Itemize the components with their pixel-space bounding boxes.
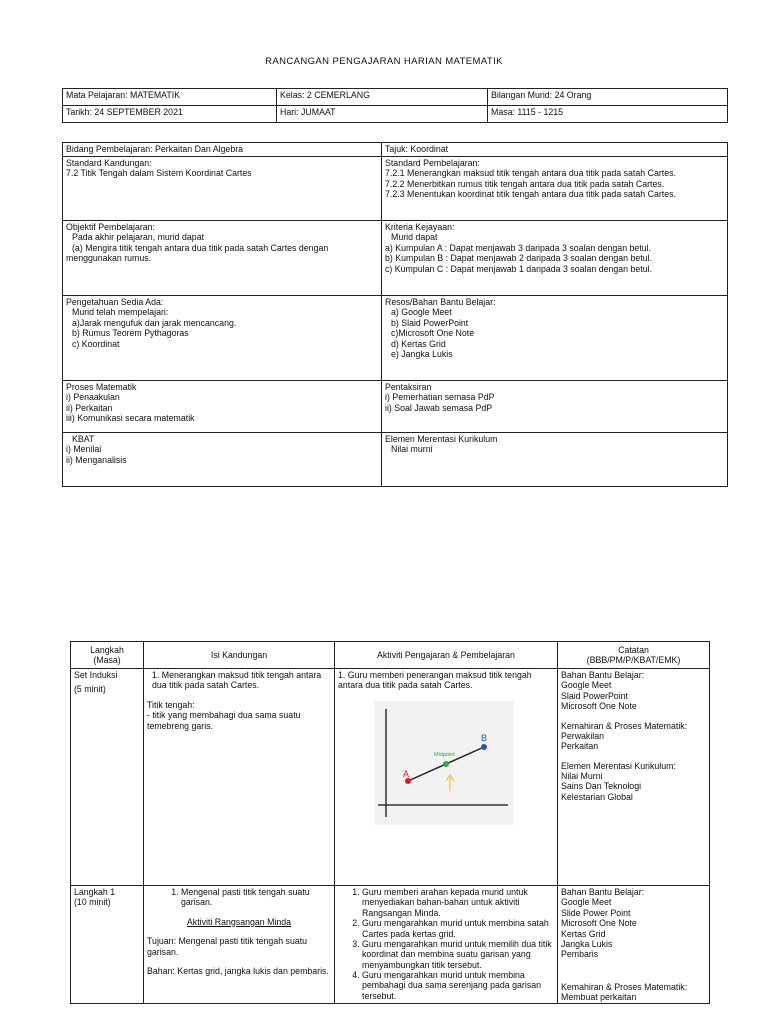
standard-kandungan: Standard Kandungan: 7.2 Titik Tengah dalam Sistem Koordinat Cartes	[63, 157, 382, 221]
standard-pembelajaran: Standard Pembelajaran: 7.2.1 Menerangkan maksud titik tengah antara dua titik pada satah Cartes. 7.2.2 Menerbitkan rumus titik tengah antara dua titik pada satah Cartes. 7.2.3 Menentukan koordinat titik tengah antara dua titik pada satah Cartes.	[382, 157, 728, 221]
header-aktiviti: Aktiviti Pengajaran & Pembelajaran	[335, 642, 558, 669]
pengetahuan-sedia-ada: Pengetahuan Sedia Ada: Murid telah mempelajari: a)Jarak mengufuk dan jarak mencancang. b) Rumus Teorem Pythagoras c) Koordinat	[63, 296, 382, 381]
catatan-set-induksi: Bahan Bantu Belajar: Google Meet Slaid PowerPoint Microsoft One Note Kemahiran & Proses Matematik: Perwakilan Perkaitan Elemen Merentasi Kurikulum: Nilai Murni Sains Dan Teknologi Kelestarian Global	[558, 669, 710, 886]
aktiviti-rangsangan-heading: Aktiviti Rangsangan Minda	[186, 916, 292, 927]
header-isi-kandungan: Isi Kandungan	[144, 642, 335, 669]
mata-pelajaran: Mata Pelajaran: MATEMATIK	[63, 89, 277, 106]
point-b-label: B	[481, 732, 488, 743]
tarikh: Tarikh: 24 SEPTEMBER 2021	[63, 106, 277, 123]
midpoint-graph-icon	[374, 701, 514, 825]
aktiviti-set-induksi: 1. Guru memberi penerangan maksud titik tengah antara dua titik pada satah Cartes. A B Midpoint	[335, 669, 558, 886]
kriteria-kejayaan: Kriteria Kejayaan: Murid dapat a) Kumpulan A : Dapat menjawab 3 daripada 3 soalan dengan betul. b) Kumpulan B : Dapat menjawab 2 daripada 3 soalan dengan betul. c) Kumpulan C : Dapat menjawab 1 daripada 3 soalan dengan betul.	[382, 221, 728, 296]
bilangan-murid: Bilangan Murid: 24 Orang	[488, 89, 728, 106]
plan-table	[62, 142, 728, 487]
isi-set-induksi: 1. Menerangkan maksud titik tengah antara dua titik pada satah Cartes. Titik tengah: - titik yang membahagi dua sama suatu temebreng garis.	[144, 669, 335, 886]
langkah-set-induksi: Set Induksi (5 minit)	[71, 669, 144, 886]
point-a-label: A	[403, 768, 410, 779]
table-row	[71, 886, 710, 1004]
midpoint-diagram	[374, 701, 514, 825]
catatan-langkah-1: Bahan Bantu Belajar: Google Meet Slide Power Point Microsoft One Note Kertas Grid Jangka Lukis Pembaris Kemahiran & Proses Matematik: Membuat perkaitan	[558, 886, 710, 1004]
pentaksiran: Pentaksiran i) Pemerhatian semasa PdP ii) Soal Jawab semasa PdP	[382, 381, 728, 433]
hari: Hari: JUMAAT	[277, 106, 488, 123]
kelas: Kelas: 2 CEMERLANG	[277, 89, 488, 106]
table-row	[71, 669, 710, 886]
activity-table	[70, 641, 710, 1004]
elemen-merentasi-kurikulum: Elemen Merentasi Kurikulum Nilai murni	[382, 433, 728, 487]
kbat: KBAT i) Menilai ii) Menganalisis	[63, 433, 382, 487]
objektif-pembelajaran: Objektif Pembelajaran: Pada akhir pelajaran, murid dapat (a) Mengira titik tengah antara dua titik pada satah Cartes dengan menggunakan rumus.	[63, 221, 382, 296]
midpoint-label: Midpoint	[434, 751, 455, 758]
proses-matematik: Proses Matematik i) Penaakulan ii) Perkaitan iii) Komunikasi secara matematik	[63, 381, 382, 433]
resos-bahan-bantu: Resos/Bahan Bantu Belajar: a) Google Meet b) Slaid PowerPoint c)Microsoft One Note d) Kertas Grid e) Jangka Lukis	[382, 296, 728, 381]
header-catatan: Catatan (BBB/PM/P/KBAT/EMK)	[558, 642, 710, 669]
isi-langkah-1: 1. Mengenal pasti titik tengah suatu garisan. Aktiviti Rangsangan Minda Tujuan: Mengenal pasti titik tengah suatu garisan. Bahan: Kertas grid, jangka lukis dan pembaris.	[144, 886, 335, 1004]
tajuk: Tajuk: Koordinat	[382, 143, 728, 157]
info-table	[62, 88, 728, 123]
bidang-pembelajaran: Bidang Pembelajaran: Perkaitan Dan Algebra	[63, 143, 382, 157]
header-langkah: Langkah (Masa)	[71, 642, 144, 669]
page-title: RANCANGAN PENGAJARAN HARIAN MATEMATIK	[265, 56, 503, 67]
langkah-1: Langkah 1 (10 minit)	[71, 886, 144, 1004]
aktiviti-langkah-1: 1. Guru memberi arahan kepada murid untuk menyediakan bahan-bahan untuk aktiviti Rangsangan Minda. 2. Guru mengarahkan murid untuk membina satah Cartes pada kertas grid. 3. Guru mengarahkan murid untuk memilih dua titik koordinat dan membina suatu garisan yang menyambungkan titik tersebut. 4. Guru mengarahkan murid untuk membina pembahagi dua sama serenjang pada garisan tersebut.	[335, 886, 558, 1004]
masa: Masa: 1115 - 1215	[488, 106, 728, 123]
